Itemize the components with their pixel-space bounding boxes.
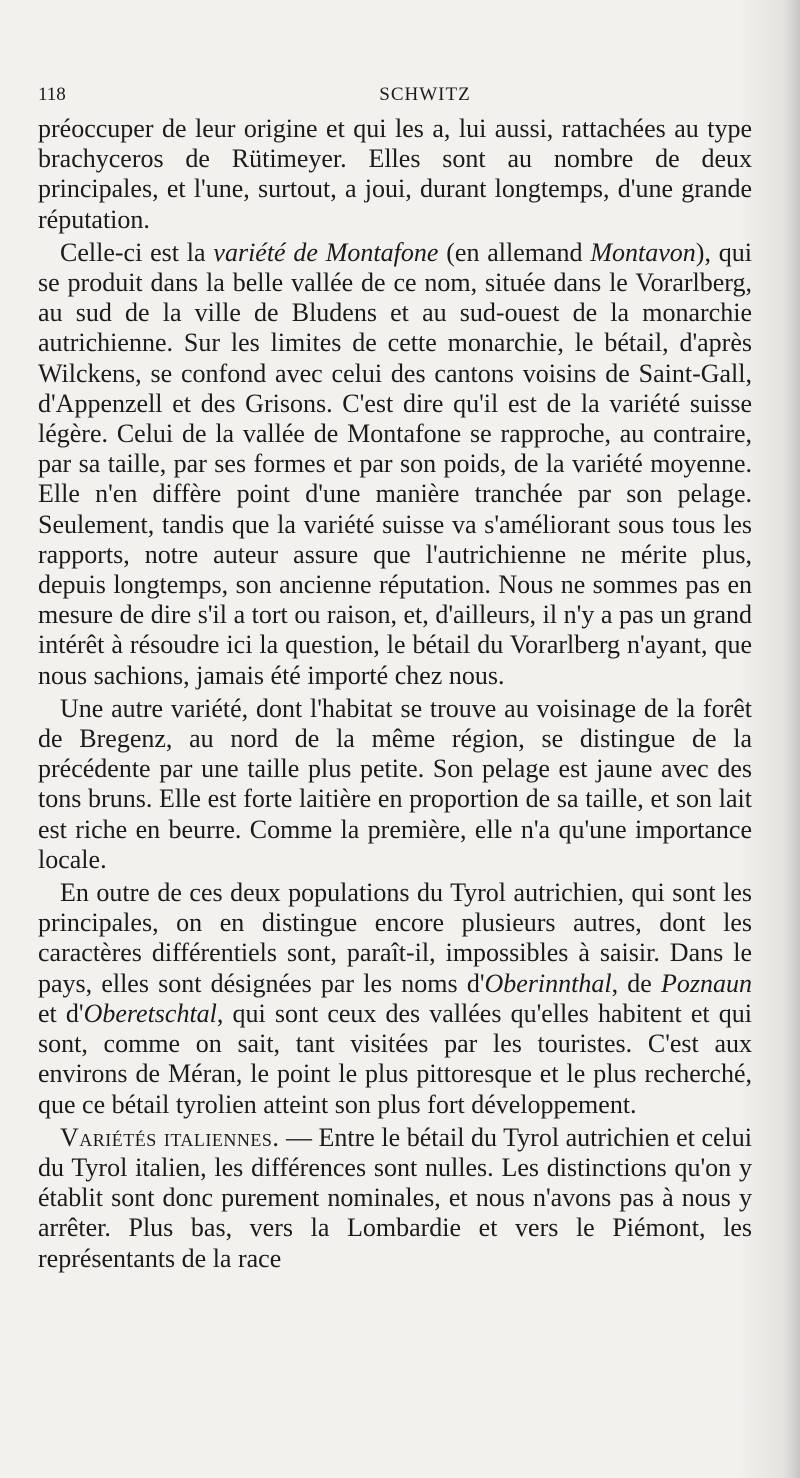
paragraph-3: Une autre variété, dont l'habitat se trouve au voisinage de la forêt de Bregenz, au nord de la même région, se distingue de la précédente par une taille plus petite. Son pelage est jaune avec des tons bruns. Elle est forte laitière en proportion de sa taille, et son lait est riche en beurre. Comme la première, elle n'a qu'une importance locale. <box>38 693 752 874</box>
page-number: 118 <box>38 84 66 105</box>
paragraph-4-part: et d' <box>38 998 84 1028</box>
paragraph-4-part: En outre de ces deux populations du Tyrol autrichien, qui sont les principales, on en distingue encore plusieurs autres, dont les caractères différentiels sont, paraît-il, impossibles à saisir. Dans le pays, elles sont désignées par les noms d' <box>38 878 752 998</box>
running-head: SCHWITZ <box>379 84 471 105</box>
italic-term: variété de Montafone <box>213 237 439 267</box>
paragraph-4 <box>38 878 752 1120</box>
paragraph-4-part: , de <box>611 968 661 998</box>
italic-term: Poznaun <box>660 968 752 998</box>
section-heading: Variétés italiennes. <box>60 1122 280 1152</box>
paragraph-2-part: (en allemand <box>438 237 591 267</box>
paragraph-2-part: ), qui se produit dans la belle vallée de ce nom, située dans le Vorarlberg, au sud de la ville de Bludens et au sud-ouest de la monarchie autrichienne. Sur les limites de cette monarchie, le bétail, d'après Wilckens, se confond avec celui des cantons voisins de Saint-Gall, d'Appenzell et des Grisons. C'est dire qu'il est de la variété suisse légère. Celui de la vallée de Montafone se rapproche, au contraire, par sa taille, par ses formes et par son poids, de la variété moyenne. Elle n'en diffère point d'une manière tranchée par son pelage. Seulement, tandis que la variété suisse va s'améliorant sous tous les rapports, notre auteur assure que l'autrichienne ne mérite plus, depuis longtemps, son ancienne réputation. Nous ne sommes pas en mesure de dire s'il a tort ou raison, et, d'ailleurs, il n'y a pas un grand intérêt à résoudre ici la question, le bétail du Vorarlberg n'ayant, que nous sachions, jamais été importé chez nous. <box>38 237 752 690</box>
section-paragraph <box>38 1123 752 1274</box>
italic-term: Montavon <box>590 237 696 267</box>
italic-term: Oberetschtal <box>83 998 217 1028</box>
section-text: — Entre le bétail du Tyrol autrichien et celui du Tyrol italien, les différences sont nulles. Les distinctions qu'on y établit sont donc purement nominales, et nous n'avons pas à nous y arrêter. Plus bas, vers la Lombardie et vers le Piémont, les représentants de la race <box>38 1122 752 1273</box>
paragraph-4-part: , qui sont ceux des vallées qu'elles habitent et qui sont, comme on sait, tant visitées par les touristes. C'est aux environs de Méran, le point le plus pittoresque et le plus recherché, que ce bétail tyrolien atteint son plus fort développement. <box>38 998 752 1119</box>
italic-term: Oberinnthal <box>484 968 612 998</box>
page-header <box>38 84 752 114</box>
paragraph-1: préoccuper de leur origine et qui les a, lui aussi, rattachées au type brachyceros de Rütimeyer. Elles sont au nombre de deux principales, et l'une, surtout, a joui, durant longtemps, d'une grande réputation. <box>38 114 752 234</box>
paragraph-2-part: Celle-ci est la <box>60 237 214 267</box>
paragraph-2 <box>38 238 752 691</box>
body-text <box>38 114 752 1274</box>
